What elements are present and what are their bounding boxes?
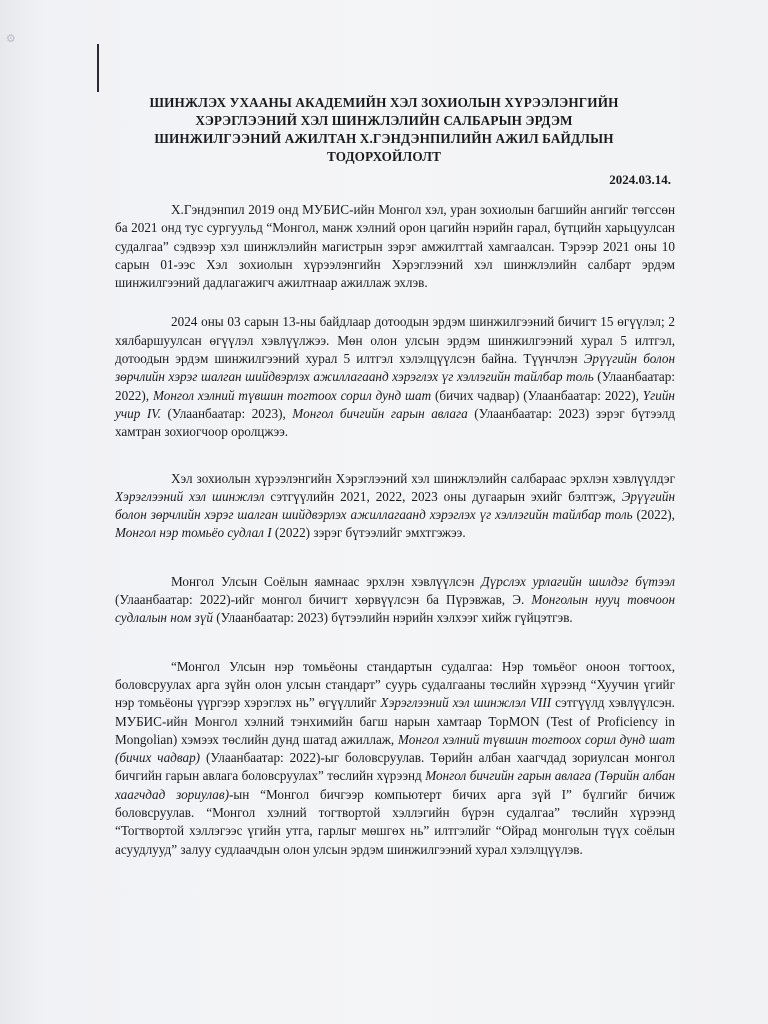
- margin-mark: ⚙: [4, 30, 18, 47]
- paragraph-3-text-4: (2022) зэрэг бүтээлийг эмхтгэжээ.: [271, 525, 466, 541]
- paragraph-2-text-4: (Улаанбаатар: 2023),: [160, 405, 293, 421]
- paragraph-4-text-2: (Улаанбаатар: 2022)-ийг монгол бичигт хөрвүүлсэн ба Пүрэвжав, Э.: [115, 592, 532, 608]
- paragraph-4: [115, 573, 675, 628]
- margin-pen-mark: [97, 44, 99, 92]
- paragraph-3-text-2: сэтгүүлийн 2021, 2022, 2023 оны дугаарын эхийг бэлтгэж,: [264, 488, 622, 504]
- paragraph-5-text-4: -ын “Монгол бичгээр компьютерт бичих арга зүй I” бүлгийг бичиж боловсруулав. “Монгол хэлний тогтвортой хэллэгийн бүрэн судалгаа” төслийн хүрээнд “Тогтвортой хэллэгээс үгийн утга, гарлыг мөшгөх нь” илтгэлийг “Ойрад монголын түүх соёлын асуудлууд” залуу судлаачдын олон улсын эрдэм шинжилгээний хурал хэлэлцүүлэв.: [115, 786, 675, 857]
- paragraph-2-text-3: (бичих чадвар) (Улаанбаатар: 2022),: [431, 387, 643, 403]
- paragraph-2: [115, 313, 675, 441]
- paragraph-3-text-1: Хэл зохиолын хүрээлэнгийн Хэрэглээний хэл шинжлэлийн салбараас эрхлэн хэвлүүлдэг: [171, 470, 675, 486]
- paragraph-3-text-3: (2022),: [632, 507, 675, 523]
- title-line-1: ШИНЖЛЭХ УХААНЫ АКАДЕМИЙН ХЭЛ ЗОХИОЛЫН ХҮРЭЭЛЭНГИЙН: [149, 95, 619, 110]
- paragraph-2-text-1: 2024 оны 03 сарын 13-ны байдлаар дотоодын эрдэм шинжилгээний бичигт 15 өгүүлэл; 2 хялбаршуулсан өгүүлэл хэвлүүлжээ. Мөн олон улсын эрдэм шинжилгээний хурал 5 илтгэл, дотоодын эрдэм шинжилгээний хурал 5 илтгэл хэлэлцүүлсэн байна. Түүнчлэн: [115, 314, 675, 367]
- paragraph-3-italic-2: Эрүүгийн болон зөрчлийн хэрэг шалган шийдвэрлэх ажиллагаанд хэрэглэх үг хэллэгийн тайлбар толь: [115, 488, 675, 523]
- paragraph-2-text-5: (Улаанбаатар: 2023) зэрэг бүтээлд хамтран зохиогчоор оролцжээ.: [115, 405, 676, 440]
- paragraph-5: [115, 658, 675, 859]
- paragraph-4-italic-1: Дүрслэх урлагийн шилдэг бүтээл: [481, 573, 676, 589]
- document-date: 2024.03.14.: [609, 172, 671, 187]
- paragraph-2-italic-1: Эрүүгийн болон зөрчлийн хэрэг шалган шийдвэрлэх ажиллагаанд хэрэглэх үг хэллэгийн тайлбар толь: [115, 351, 676, 385]
- title-line-2: ХЭРЭГЛЭЭНИЙ ХЭЛ ШИНЖЛЭЛИЙН САЛБАРЫН ЭРДЭМ: [195, 113, 573, 128]
- paragraph-5-text-1: “Монгол Улсын нэр томьёоны стандартын судалгаа: Нэр томьёог оноон тогтоох, боловсруулах арга зүйн олон улсын стандарт” суурь судалгааны төслийн хүрээнд “Хуучин үгийг нэр томьёоны үүргээр хэрэглэх нь” өгүүллийг: [115, 658, 675, 711]
- document-title: [120, 94, 648, 166]
- paragraph-4-text-3: (Улаанбаатар: 2023) бүтээлийн нэрийн хэлхээг хийж гүйцэтгэв.: [212, 610, 573, 626]
- paragraph-2-text-2: (Улаанбаатар: 2022),: [115, 369, 675, 403]
- paragraph-4-italic-2: Монголын нууц товчоон судлалын ном зүй: [115, 592, 675, 626]
- paragraph-3-italic-3: Монгол нэр томьёо судлал I: [115, 525, 272, 541]
- paragraph-5-text-2: сэтгүүлд хэвлүүлсэн. МУБИС-ийн Монгол хэлний тэнхимийн багш нарын хамтаар TopMON (Test of Proficiency in Mongolian) хэмээх төслийн дунд шатад ажиллаж,: [115, 695, 675, 747]
- paragraph-5-italic-1: Хэрэглээний хэл шинжлэл VIII: [380, 695, 552, 711]
- title-line-4: ТОДОРХОЙЛОЛТ: [326, 149, 442, 164]
- paragraph-5-italic-2: Монгол хэлний түвшин тогтоох сорил дунд шат (бичих чадвар): [115, 731, 675, 766]
- paragraph-3-italic-1: Хэрэглээний хэл шинжлэл: [115, 488, 265, 504]
- paragraph-2-italic-2: Монгол хэлний түвшин тогтоох сорил дунд шат: [152, 387, 432, 403]
- paragraph-2-italic-4: Монгол бичгийн гарын авлага: [292, 405, 468, 421]
- paragraph-1: Х.Гэндэнпил 2019 онд МУБИС-ийн Монгол хэл, уран зохиолын багшийн ангийг төгссөн ба 2021 онд тус сургуульд “Монгол, манж хэлний орон цагийн нэрийн гарал, бүтцийн харьцуулсан судалгаа” сэдвээр хэл шинжлэлийн магистрын зэрэг амжилттай хамгаалсан. Тэрээр 2021 оны 10 сарын 01-ээс Хэл зохиолын хүрээлэнгийн Хэрэглээний хэл шинжлэлийн салбарт эрдэм шинжилгээний дадлагажигч ажилтнаар ажиллаж эхлэв.: [115, 202, 675, 291]
- paragraph-2-italic-3: Үгийн учир IV.: [115, 387, 675, 421]
- document-body: [115, 201, 675, 880]
- paragraph-4-text-1: Монгол Улсын Соёлын яамнаас эрхлэн хэвлүүлсэн: [171, 573, 482, 589]
- title-line-3: ШИНЖИЛГЭЭНИЙ АЖИЛТАН Х.ГЭНДЭНПИЛИЙН АЖИЛ БАЙДЛЫН: [154, 131, 614, 146]
- paragraph-5-italic-3: Монгол бичгийн гарын авлага (Төрийн албан хаагчдад зориулав): [115, 768, 675, 802]
- paragraph-3: [115, 470, 675, 543]
- paragraph-5-text-3: (Улаанбаатар: 2022)-ыг боловсруулав. Төрийн албан хаагчдад зориулсан монгол бичгийн гарын авлага боловсруулах” төслийн хүрээнд: [115, 750, 676, 784]
